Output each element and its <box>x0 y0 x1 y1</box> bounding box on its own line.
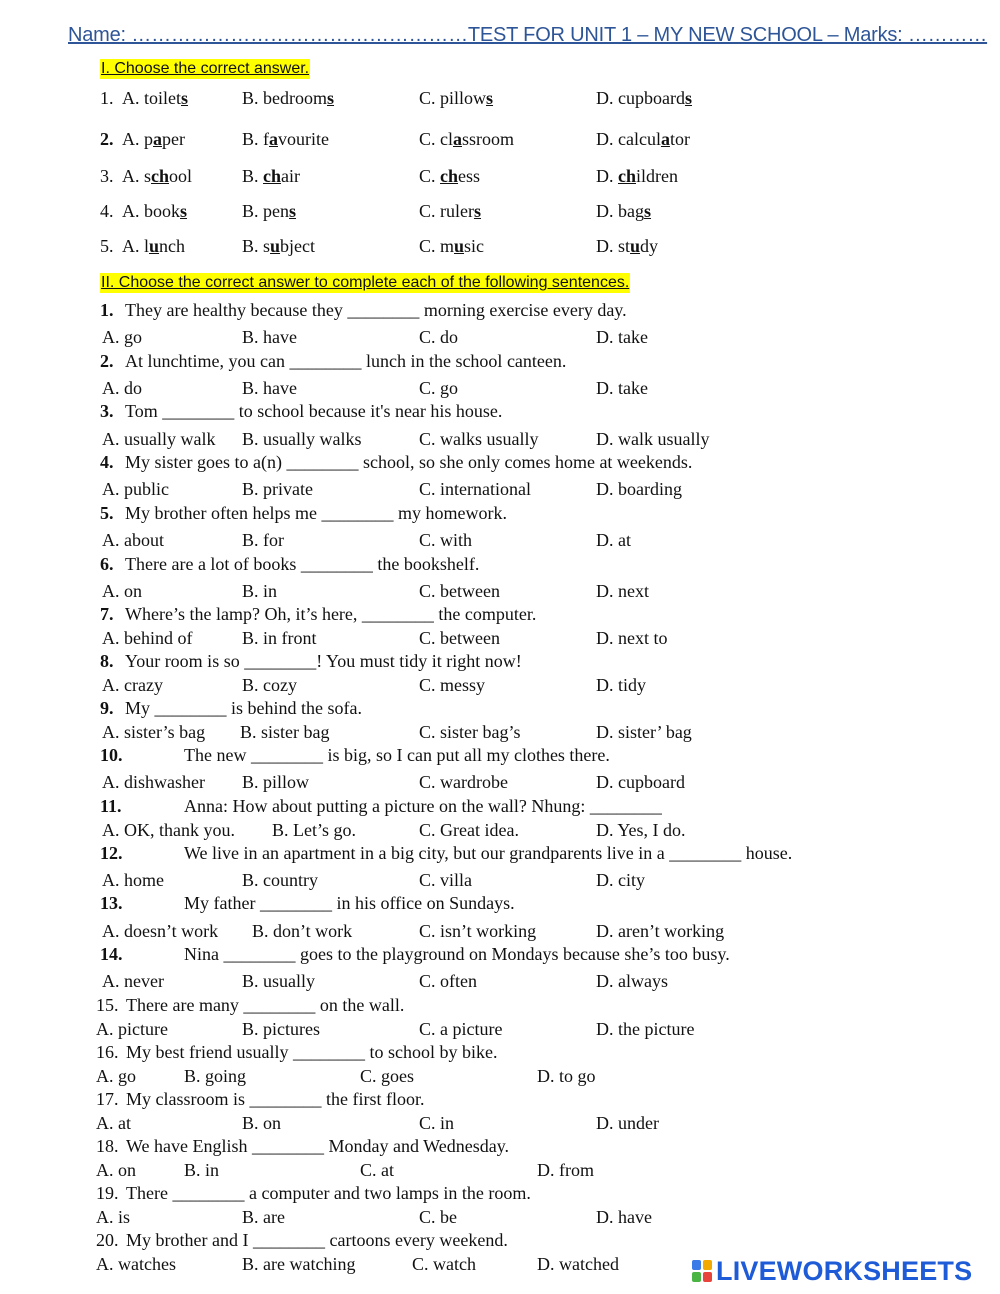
answer-option[interactable]: A. on <box>102 581 142 601</box>
answer-option[interactable]: B. cozy <box>242 675 297 695</box>
answer-option[interactable]: A. home <box>102 870 164 890</box>
answer-option[interactable] <box>242 235 315 257</box>
question-number: 3. <box>100 166 114 186</box>
answer-option[interactable] <box>419 128 514 150</box>
question-number: 11. <box>100 796 122 816</box>
question-text: My best friend usually ________ to school by bike. <box>126 1042 498 1062</box>
underlined-sound: u <box>149 236 160 256</box>
answer-option[interactable]: C. sister bag’s <box>419 722 521 742</box>
question-text: The new ________ is big, so I can put all my clothes there. <box>184 745 610 765</box>
option-text: C. <box>419 166 441 186</box>
underlined-sound: a <box>269 129 278 149</box>
answer-option[interactable]: C. often <box>419 971 477 991</box>
section-2-heading: II. Choose the correct answer to complete each of the following sentences. <box>101 274 630 291</box>
answer-option[interactable] <box>419 235 484 257</box>
answer-option[interactable]: D. always <box>596 971 668 991</box>
option-text: per <box>162 129 185 149</box>
answer-option[interactable] <box>596 128 690 150</box>
question-number: 5. <box>100 236 114 256</box>
question-row <box>0 299 1000 321</box>
answer-option[interactable]: B. don’t work <box>252 921 353 941</box>
question-row <box>0 553 1000 575</box>
underlined-sound: s <box>181 88 189 108</box>
answer-option[interactable]: D. watched <box>537 1254 619 1274</box>
answer-option[interactable]: B. going <box>184 1066 247 1086</box>
answer-option[interactable]: B. are <box>242 1207 285 1227</box>
answer-option[interactable] <box>242 87 334 109</box>
answer-option[interactable]: B. pillow <box>242 772 310 792</box>
question-text: Tom ________ to school because it's near his house. <box>125 401 503 421</box>
answer-option[interactable]: B. private <box>242 479 313 499</box>
underlined-sound: s <box>180 201 188 221</box>
pronunciation-row <box>0 200 1000 222</box>
option-text: A. l <box>122 236 149 256</box>
options-row <box>0 1018 1000 1040</box>
question-number: 16. <box>96 1042 119 1062</box>
option-text: D. <box>596 166 618 186</box>
question-text: My sister goes to a(n) ________ school, so she only comes home at weekends. <box>125 452 693 472</box>
question-text: Nina ________ goes to the playground on Mondays because she’s too busy. <box>184 944 730 964</box>
answer-option[interactable]: D. the picture <box>596 1019 695 1039</box>
answer-option[interactable]: B. are watching <box>242 1254 356 1274</box>
answer-option[interactable]: C. watch <box>412 1254 476 1274</box>
underlined-sound: ch <box>618 166 636 186</box>
answer-option[interactable]: B. have <box>242 327 297 347</box>
answer-option[interactable]: D. from <box>537 1160 594 1180</box>
answer-option[interactable]: A. never <box>102 971 164 991</box>
answer-option[interactable]: C. international <box>419 479 531 499</box>
answer-option[interactable]: A. at <box>96 1113 131 1133</box>
answer-option[interactable]: A. dishwasher <box>102 772 205 792</box>
question-row <box>0 1135 1000 1157</box>
option-text: air <box>281 166 300 186</box>
answer-option[interactable]: B. on <box>242 1113 282 1133</box>
option-text: A. book <box>122 201 180 221</box>
answer-option[interactable]: A. is <box>96 1207 131 1227</box>
question-text: Anna: How about putting a picture on the wall? Nhung: ________ <box>184 796 662 816</box>
answer-option[interactable]: A. about <box>102 530 164 550</box>
answer-option[interactable]: B. in <box>184 1160 220 1180</box>
question-number: 5. <box>100 503 114 523</box>
question-number: 13. <box>100 893 123 913</box>
answer-option[interactable]: C. in <box>419 1113 455 1133</box>
answer-option[interactable]: A. behind of <box>102 628 193 648</box>
answer-option[interactable]: C. between <box>419 628 500 648</box>
answer-option[interactable] <box>419 87 493 109</box>
answer-option[interactable]: C. do <box>419 327 459 347</box>
answer-option[interactable]: D. tidy <box>596 675 647 695</box>
question-number: 15. <box>96 995 119 1015</box>
answer-option[interactable]: A. do <box>102 378 142 398</box>
option-text: A. s <box>122 166 152 186</box>
answer-option[interactable]: C. wardrobe <box>419 772 508 792</box>
underlined-sound: s <box>644 201 652 221</box>
underlined-sound: ch <box>263 166 282 186</box>
answer-option[interactable] <box>242 128 329 150</box>
option-text: ool <box>169 166 193 186</box>
answer-option[interactable]: D. take <box>596 327 648 347</box>
question-number: 6. <box>100 554 114 574</box>
answer-option[interactable] <box>122 200 187 222</box>
question-row <box>0 697 1000 719</box>
underlined-sound: u <box>630 236 641 256</box>
options-row <box>0 721 1000 743</box>
question-row <box>0 400 1000 422</box>
underlined-sound: s <box>289 201 297 221</box>
question-row <box>0 502 1000 524</box>
answer-option[interactable] <box>242 165 300 187</box>
option-text: nch <box>159 236 186 256</box>
options-row <box>0 428 1000 450</box>
answer-option[interactable]: D. take <box>596 378 648 398</box>
question-number: 18. <box>96 1136 119 1156</box>
answer-option[interactable]: C. between <box>419 581 500 601</box>
question-number: 7. <box>100 604 114 624</box>
answer-option[interactable]: A. picture <box>96 1019 168 1039</box>
option-text: B. s <box>242 236 271 256</box>
answer-option[interactable]: C. goes <box>360 1066 414 1086</box>
options-row <box>0 1065 1000 1087</box>
option-text: C. m <box>419 236 455 256</box>
answer-option[interactable]: C. villa <box>419 870 472 890</box>
answer-option[interactable] <box>122 235 185 257</box>
answer-option[interactable] <box>419 165 480 187</box>
question-row <box>0 650 1000 672</box>
options-row <box>0 920 1000 942</box>
underlined-sound: a <box>660 129 670 149</box>
underlined-sound: a <box>153 129 162 149</box>
pronunciation-row <box>0 165 1000 187</box>
answer-option[interactable]: D. city <box>596 870 645 890</box>
liveworksheets-logo <box>692 1256 972 1286</box>
answer-option[interactable]: A. OK, thank you. <box>102 820 235 840</box>
question-number: 8. <box>100 651 114 671</box>
answer-option[interactable]: A. go <box>102 327 142 347</box>
question-text: My brother often helps me ________ my homework. <box>125 503 507 523</box>
options-row <box>0 970 1000 992</box>
option-text: ssroom <box>462 129 515 149</box>
pronunciation-row <box>0 87 1000 109</box>
question-row <box>0 1088 1000 1110</box>
option-text: D. bag <box>596 201 644 221</box>
question-row <box>0 943 1000 965</box>
question-number: 12. <box>100 843 123 863</box>
options-row <box>0 1159 1000 1181</box>
question-number: 1. <box>100 300 114 320</box>
answer-option[interactable]: A. sister’s bag <box>102 722 206 742</box>
question-number: 9. <box>100 698 114 718</box>
answer-option[interactable]: C. Great idea. <box>419 820 519 840</box>
answer-option[interactable]: D. to go <box>537 1066 596 1086</box>
underlined-sound: u <box>270 236 281 256</box>
underlined-sound: ch <box>440 166 459 186</box>
answer-option[interactable]: D. boarding <box>596 479 682 499</box>
options-row <box>0 580 1000 602</box>
answer-option[interactable]: A. public <box>102 479 169 499</box>
options-row <box>0 674 1000 696</box>
answer-option[interactable]: B. usually walks <box>242 429 362 449</box>
option-text: A. toilet <box>122 88 181 108</box>
answer-option[interactable] <box>419 200 481 222</box>
question-number: 2. <box>100 351 114 371</box>
answer-option[interactable]: C. walks usually <box>419 429 539 449</box>
question-number: 19. <box>96 1183 119 1203</box>
answer-option[interactable]: B. in front <box>242 628 317 648</box>
answer-option[interactable]: B. country <box>242 870 318 890</box>
option-text: B. bedroom <box>242 88 327 108</box>
question-row <box>0 451 1000 473</box>
option-text: tor <box>669 129 690 149</box>
options-row <box>0 819 1000 841</box>
question-text: At lunchtime, you can ________ lunch in the school canteen. <box>125 351 567 371</box>
answer-option[interactable] <box>596 165 678 187</box>
question-text: My ________ is behind the sofa. <box>125 698 362 718</box>
answer-option[interactable]: D. under <box>596 1113 659 1133</box>
answer-option[interactable] <box>242 200 296 222</box>
question-number: 3. <box>100 401 114 421</box>
options-row <box>0 869 1000 891</box>
answer-option[interactable]: C. messy <box>419 675 486 695</box>
question-number: 4. <box>100 201 114 221</box>
question-text: My classroom is ________ the first floor. <box>126 1089 425 1109</box>
answer-option[interactable]: D. at <box>596 530 631 550</box>
question-row <box>0 1182 1000 1204</box>
option-text: D. st <box>596 236 631 256</box>
option-text: B. <box>242 166 264 186</box>
page-title: Name: ……………………………………………TEST FOR UNIT 1 – MY NEW SCHOOL – Marks: ………… <box>68 24 988 46</box>
question-text: There ________ a computer and two lamps in the room. <box>126 1183 531 1203</box>
answer-option[interactable]: D. aren’t working <box>596 921 725 941</box>
question-row <box>0 1229 1000 1251</box>
question-text: We live in an apartment in a big city, but our grandparents live in a ________ house. <box>184 843 793 863</box>
underlined-sound: s <box>473 201 481 221</box>
logo-mark-icon <box>692 1260 712 1282</box>
options-row <box>0 529 1000 551</box>
option-text: dy <box>640 236 659 256</box>
answer-option[interactable]: D. sister’ bag <box>596 722 692 742</box>
answer-option[interactable]: A. doesn’t work <box>102 921 219 941</box>
question-row <box>0 795 1000 817</box>
answer-option[interactable]: A. watches <box>96 1254 176 1274</box>
answer-option[interactable] <box>596 200 651 222</box>
question-text: We have English ________ Monday and Wednesday. <box>126 1136 510 1156</box>
options-row <box>0 1206 1000 1228</box>
option-text: D. calcul <box>596 129 661 149</box>
question-row <box>0 892 1000 914</box>
option-text: C. pillow <box>419 88 487 108</box>
question-text: My brother and I ________ cartoons every weekend. <box>126 1230 508 1250</box>
option-text: A. p <box>122 129 153 149</box>
underlined-sound: s <box>327 88 335 108</box>
answer-option[interactable]: C. be <box>419 1207 457 1227</box>
question-text: They are healthy because they ________ morning exercise every day. <box>125 300 627 320</box>
pronunciation-row <box>0 235 1000 257</box>
answer-option[interactable]: B. sister bag <box>240 722 330 742</box>
question-number: 17. <box>96 1089 119 1109</box>
answer-option[interactable] <box>596 87 692 109</box>
question-number: 1. <box>100 88 114 108</box>
option-text: ess <box>458 166 481 186</box>
option-text: C. cl <box>419 129 453 149</box>
answer-option[interactable]: B. in <box>242 581 278 601</box>
option-text: ildren <box>636 166 678 186</box>
question-number: 2. <box>100 129 114 149</box>
question-row <box>0 350 1000 372</box>
option-text: C. ruler <box>419 201 474 221</box>
answer-option[interactable]: B. Let’s go. <box>272 820 356 840</box>
answer-option[interactable]: C. at <box>360 1160 394 1180</box>
answer-option[interactable]: A. go <box>96 1066 136 1086</box>
option-text: sic <box>464 236 485 256</box>
options-row <box>0 771 1000 793</box>
question-text: My father ________ in his office on Sundays. <box>184 893 515 913</box>
answer-option[interactable]: D. next <box>596 581 649 601</box>
options-row <box>0 627 1000 649</box>
logo-text: LIVEWORKSHEETS <box>716 1255 973 1286</box>
answer-option[interactable]: B. pictures <box>242 1019 320 1039</box>
options-row <box>0 1112 1000 1134</box>
answer-option[interactable]: D. have <box>596 1207 652 1227</box>
answer-option[interactable]: D. cupboard <box>596 772 685 792</box>
answer-option[interactable]: A. usually walk <box>102 429 216 449</box>
underlined-sound: a <box>453 129 462 149</box>
underlined-sound: u <box>454 236 465 256</box>
question-row <box>0 1041 1000 1063</box>
answer-option[interactable] <box>122 87 188 109</box>
question-text: There are many ________ on the wall. <box>126 995 405 1015</box>
question-row <box>0 744 1000 766</box>
option-text: bject <box>280 236 316 256</box>
options-row <box>0 326 1000 348</box>
answer-option[interactable]: B. for <box>242 530 284 550</box>
question-number: 10. <box>100 745 123 765</box>
answer-option[interactable]: C. a picture <box>419 1019 503 1039</box>
question-number: 14. <box>100 944 123 964</box>
question-number: 20. <box>96 1230 119 1250</box>
answer-option[interactable] <box>122 128 185 150</box>
underlined-sound: s <box>486 88 494 108</box>
question-number: 4. <box>100 452 114 472</box>
option-text: D. cupboard <box>596 88 685 108</box>
underlined-sound: s <box>684 88 692 108</box>
question-text: There are a lot of books ________ the bookshelf. <box>125 554 480 574</box>
answer-option[interactable]: C. with <box>419 530 473 550</box>
answer-option[interactable]: B. have <box>242 378 297 398</box>
options-row <box>0 377 1000 399</box>
question-row <box>0 603 1000 625</box>
option-text: vourite <box>278 129 329 149</box>
answer-option[interactable] <box>122 165 192 187</box>
answer-option[interactable]: C. go <box>419 378 459 398</box>
question-row <box>0 994 1000 1016</box>
answer-option[interactable]: C. isn’t working <box>419 921 537 941</box>
question-text: Where’s the lamp? Oh, it’s here, ________ the computer. <box>125 604 537 624</box>
answer-option[interactable]: B. usually <box>242 971 316 991</box>
answer-option[interactable]: A. crazy <box>102 675 163 695</box>
pronunciation-row <box>0 128 1000 150</box>
section-1-heading: I. Choose the correct answer. <box>101 60 310 77</box>
answer-option[interactable]: A. on <box>96 1160 136 1180</box>
question-row <box>0 842 1000 864</box>
answer-option[interactable]: D. walk usually <box>596 429 710 449</box>
question-text: Your room is so ________! You must tidy it right now! <box>125 651 522 671</box>
options-row <box>0 478 1000 500</box>
answer-option[interactable]: D. Yes, I do. <box>596 820 686 840</box>
answer-option[interactable] <box>596 235 658 257</box>
answer-option[interactable]: D. next to <box>596 628 668 648</box>
option-text: B. f <box>242 129 269 149</box>
option-text: B. pen <box>242 201 289 221</box>
underlined-sound: ch <box>151 166 170 186</box>
